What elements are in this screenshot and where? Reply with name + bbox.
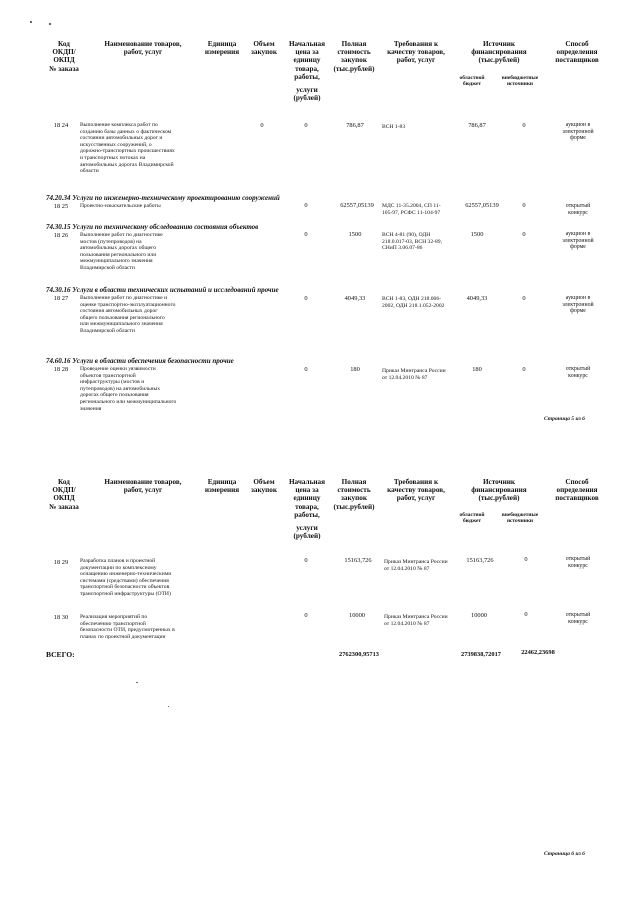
regional-budget-value: 62557,05139	[465, 202, 499, 209]
section-title: Услуги в области технических испытаний и исследований прочие	[72, 286, 279, 294]
item-name: Проведение оценки уязвимости объектов транспортной инфраструктуры (мостов и путепроводов) на автомобильных дорогах общего пользования регионального или межмуниципального значения	[80, 366, 177, 412]
section-heading	[46, 195, 466, 203]
header-code: Код ОКДП/ ОКПД № заказа	[49, 478, 79, 511]
price-value: 0	[304, 295, 308, 302]
section-title: Услуги по техническому обследованию состояния объектов	[72, 223, 259, 231]
total-sum: 2762300,95713	[339, 651, 379, 658]
extrabudget-value: 0	[522, 122, 526, 129]
regional-budget-value: 180	[472, 366, 482, 373]
section-code: 74.30.16	[46, 286, 71, 294]
header-source-regional: областной бюджет	[459, 75, 485, 87]
regional-budget-value: 1500	[470, 231, 484, 238]
section-heading	[46, 224, 466, 232]
requirements-value: ВСН 1-83	[382, 124, 406, 130]
header-unit: Единица измерения	[204, 40, 240, 57]
regional-budget-value: 786,87	[468, 122, 486, 129]
header-method: Способ определения поставщиков	[555, 40, 599, 65]
extrabudget-value: 0	[524, 556, 528, 563]
regional-budget-value: 10000	[471, 612, 487, 619]
item-name: Выполнение комплекса работ по созданию базы данных о фактическом состоянии автомобильных дорог и искусственных сооружений, о дорожно-транспортных происшествиях и транспортных потоках на автомобильных дорогах Владимирской области	[80, 122, 175, 175]
total-value: 15163,726	[344, 557, 372, 564]
item-name: Реализация мероприятий по обеспечению транспортной безопасности ОТИ, предусмотренных в планах по проектной документации	[80, 614, 175, 640]
order-code: 18 28	[53, 366, 69, 373]
extrabudget-value: 0	[522, 231, 526, 238]
header-source-regional: областной бюджет	[459, 512, 485, 524]
header-unit: Единица измерения	[204, 478, 240, 495]
header-requirements: Требования к качеству товаров, работ, услуг	[387, 40, 445, 65]
total-value: 62557,05139	[340, 202, 374, 209]
header-price: Начальная цена за единицу товара, работы, услуги (рублей)	[288, 40, 326, 103]
total-regional-budget: 2739838,72017	[461, 651, 501, 658]
order-code: 18 27	[53, 295, 69, 302]
requirements-value: Приказ Минтранса России от 12.04.2010 № 87	[382, 368, 446, 381]
header-volume: Объем закупок	[251, 40, 277, 57]
page-footer: Страница 6 из 6	[544, 851, 585, 857]
section-title: Услуги по инженерно-техническому проектированию сооружений	[72, 194, 280, 202]
procurement-method: открытый конкурс	[565, 203, 591, 216]
total-value: 4049,33	[344, 295, 366, 302]
header-source-extrabudget: внебюджетные источники	[501, 512, 539, 524]
order-code: 18 26	[53, 232, 69, 239]
total-value: 786,87	[346, 122, 364, 129]
header-volume: Объем закупок	[251, 478, 277, 495]
procurement-method: открытый конкурс	[565, 556, 591, 569]
section-code: 74.60.16	[46, 357, 71, 365]
item-name: Разработка планов и проектной документации по комплексному оснащению инженерно-техническими системами (средствами) обеспечения транспортной безопасности объектов транспортной инфраструктуры (ОТИ)	[80, 558, 172, 597]
scan-speck	[49, 23, 51, 25]
header-total: Полная стоимость закупок (тыс.рублей)	[333, 40, 375, 73]
extrabudget-value: 0	[522, 366, 526, 373]
scan-speck	[168, 706, 169, 707]
header-source: Источник финансирования (тыс.рублей)	[471, 40, 527, 65]
order-code: 18 24	[53, 122, 69, 129]
header-price: Начальная цена за единицу товара, работы, услуги (рублей)	[288, 478, 326, 541]
requirements-value: МДС 11-35.2004, СП 11- 105-97, РСФС 11-104-97	[382, 203, 441, 216]
item-name: Проектно-изыскательские работы	[80, 203, 161, 209]
header-requirements: Требования к качеству товаров, работ, услуг	[387, 478, 445, 503]
section-code: 74.30.15	[46, 223, 71, 231]
order-code: 18 25	[53, 203, 69, 210]
extrabudget-value: 0	[524, 611, 528, 618]
scan-speck	[30, 21, 32, 23]
page-footer: Страница 5 из 6	[544, 416, 585, 422]
total-value: 180	[350, 366, 360, 373]
procurement-method: открытый конкурс	[565, 366, 591, 379]
section-heading	[46, 358, 466, 366]
requirements-value: Приказ Минтранса России от 12.04.2010 № 87	[384, 559, 448, 572]
header-source: Источник финансирования (тыс.рублей)	[471, 478, 527, 503]
total-value: 1500	[348, 231, 362, 238]
header-name: Наименование товаров, работ, услуг	[104, 40, 182, 57]
header-name: Наименование товаров, работ, услуг	[104, 478, 182, 495]
regional-budget-value: 4049,33	[466, 295, 488, 302]
regional-budget-value: 15163,726	[466, 557, 494, 564]
price-value: 0	[304, 231, 308, 238]
header-method: Способ определения поставщиков	[555, 478, 599, 503]
total-value: 10000	[349, 612, 365, 619]
header-code: Код ОКДП/ ОКПД № заказа	[49, 40, 79, 73]
extrabudget-value: 0	[522, 295, 526, 302]
total-label: ВСЕГО:	[46, 650, 75, 659]
section-code: 74.20.34	[46, 194, 71, 202]
price-value: 0	[304, 202, 308, 209]
extrabudget-value: 0	[522, 202, 526, 209]
requirements-value: ВСН 4-81 (90), ОДН 218.0.017-03, ВСН 32-89, СНиП 3.06.07-86	[382, 232, 442, 252]
header-total: Полная стоимость закупок (тыс.рублей)	[333, 478, 375, 511]
section-title: Услуги в области обеспечения безопасности прочие	[72, 357, 234, 365]
procurement-method: аукцион в электронной форме	[562, 122, 594, 142]
volume-value: 0	[260, 122, 264, 129]
procurement-method: аукцион в электронной форме	[562, 295, 594, 315]
price-value: 0	[304, 612, 308, 619]
requirements-value: Приказ Минтранса России от 12.04.2010 № 87	[384, 614, 448, 627]
procurement-method: аукцион в электронной форме	[562, 231, 594, 251]
procurement-method: открытый конкурс	[565, 612, 591, 625]
price-value: 0	[304, 122, 308, 129]
price-value: 0	[304, 366, 308, 373]
header-source-extrabudget: внебюджетные источники	[501, 75, 539, 87]
price-value: 0	[304, 557, 308, 564]
total-extrabudget: 22462,23698	[521, 649, 555, 656]
section-heading	[46, 287, 466, 295]
scan-speck	[136, 682, 138, 683]
order-code: 18 30	[53, 614, 69, 621]
order-code: 18 29	[53, 559, 69, 566]
requirements-value: ВСН 1-83, ОДН 218.006- 2002, ОДН 218.1.052-2002	[382, 296, 445, 309]
item-name: Выполнение работ по диагностике и оценке транспортно-эксплуатационного состояния автомобильных дорог общего пользования регионального или межмуниципального значения Владимирской области	[80, 295, 176, 334]
item-name: Выполнение работ по диагностике мостов (путепроводов) на автомобильных дорогах общего пользования регионального или межмуниципального значения Владимирской области	[80, 232, 163, 271]
